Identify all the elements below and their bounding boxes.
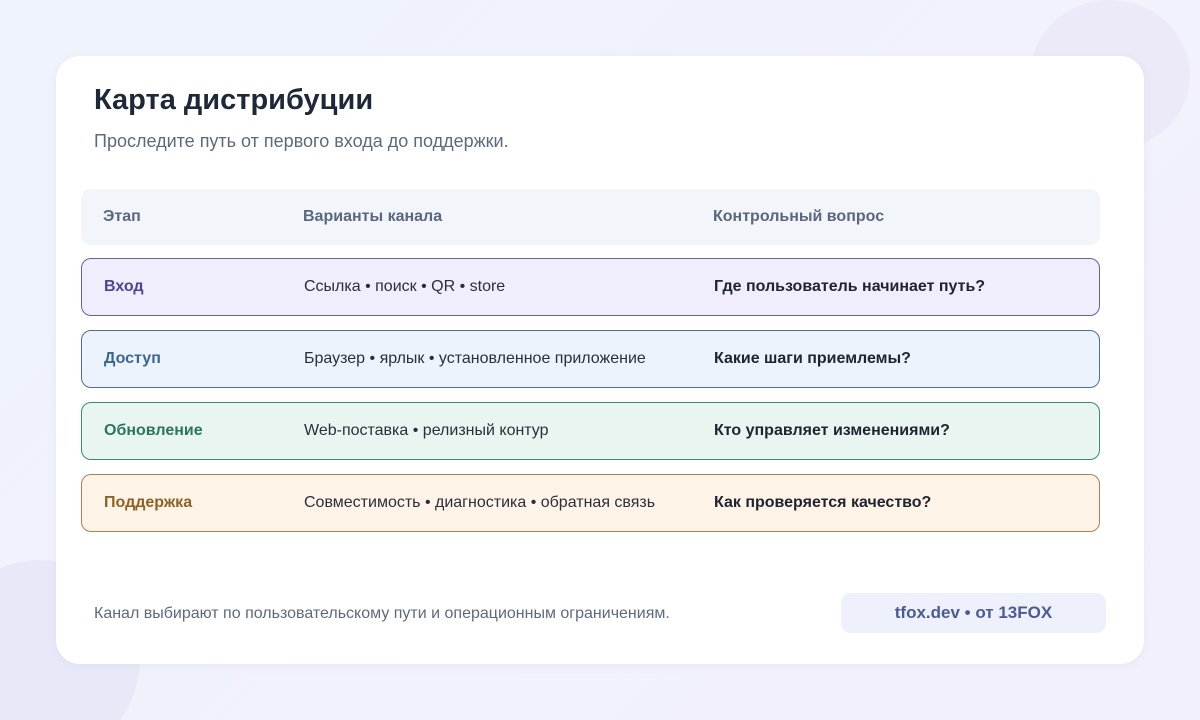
table-row-entry (81, 258, 1100, 316)
distribution-card (56, 56, 1144, 664)
stage-label: Обновление (104, 422, 203, 439)
credit-badge[interactable]: tfox.dev • от 13FOX (841, 593, 1106, 633)
table-row-access (81, 330, 1100, 388)
table-row-support (81, 474, 1100, 532)
column-header-question: Контрольный вопрос (713, 208, 885, 225)
channel-options: Web-поставка • релизный контур (304, 422, 549, 439)
stage-label: Доступ (104, 350, 161, 367)
stage-label: Поддержка (104, 494, 193, 511)
control-question: Как проверяется качество? (714, 494, 932, 511)
table-header (81, 189, 1100, 245)
page-title: Карта дистрибуции (94, 84, 374, 116)
channel-options: Браузер • ярлык • установленное приложение (304, 350, 646, 367)
channel-options: Ссылка • поиск • QR • store (304, 278, 506, 295)
control-question: Где пользователь начинает путь? (714, 278, 986, 295)
control-question: Какие шаги приемлемы? (714, 350, 911, 367)
footnote: Канал выбирают по пользовательскому пути и операционным ограничениям. (94, 605, 670, 622)
control-question: Кто управляет изменениями? (714, 422, 950, 439)
column-header-channels: Варианты канала (303, 208, 443, 225)
stage-label: Вход (104, 278, 144, 295)
column-header-stage: Этап (103, 208, 141, 225)
table-row-update (81, 402, 1100, 460)
page-subtitle: Проследите путь от первого входа до поддержки. (94, 131, 509, 151)
channel-options: Совместимость • диагностика • обратная связь (304, 494, 656, 511)
